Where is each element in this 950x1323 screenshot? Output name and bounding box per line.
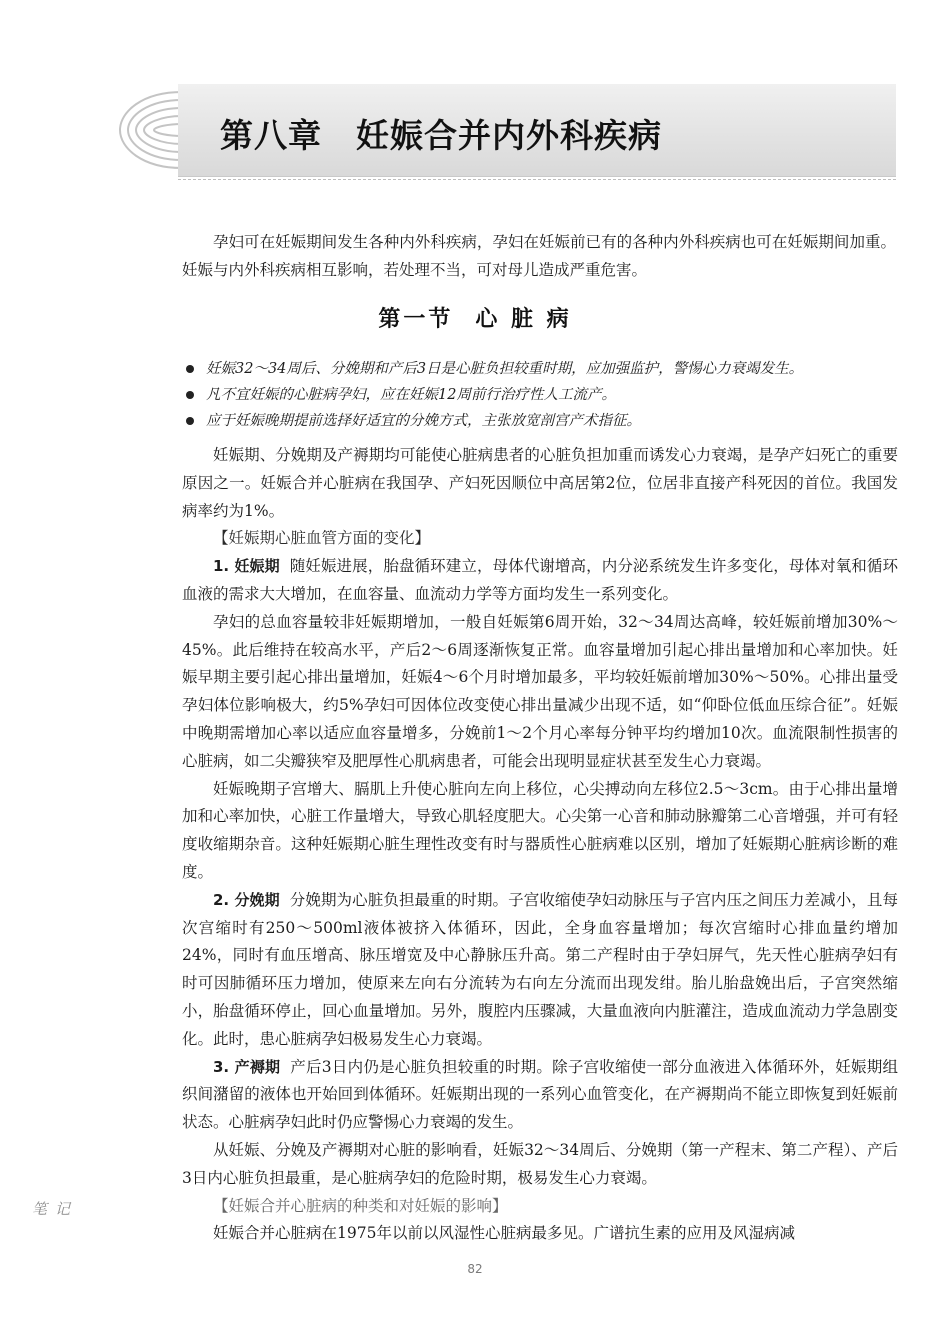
margin-note: 笔记	[32, 1200, 79, 1218]
key-point-item: 凡不宜妊娠的心脏病孕妇，应在妊娠12周前行治疗性人工流产。	[180, 382, 900, 408]
paragraph: 妊娠晚期子宫增大、膈肌上升使心脏向左向上移位，心尖搏动向左移位2.5～3cm。由于心排出量增加和心率加快，心脏工作量增大，导致心肌轻度肥大。心尖第一心音和肺动脉瓣第二心音增强，并可有轻度收缩期杂音。这种妊娠期心脏生理性改变有时与器质性心脏病难以区别，增加了妊娠期心脏病诊断的难度。	[182, 779, 898, 881]
bullet-icon	[186, 391, 194, 399]
section-name: 心 脏 病	[475, 307, 572, 332]
paragraph: 妊娠期、分娩期及产褥期均可能使心脏病患者的心脏负担加重而诱发心力衰竭，是孕产妇死亡的重要原因之一。妊娠合并心脏病在我国孕、产妇死因顺位中高居第2位，位居非直接产科死因的首位。我国发病率约为1%。	[182, 446, 898, 520]
decorative-rings-graphic	[112, 86, 188, 174]
bullet-icon	[186, 365, 194, 373]
subsection-heading: 【妊娠期心脏血管方面的变化】	[213, 529, 431, 548]
intro-paragraph: 孕妇可在妊娠期间发生各种内外科疾病，孕妇在妊娠前已有的各种内外科疾病也可在妊娠期间加重。妊娠与内外科疾病相互影响，若处理不当，可对母儿造成严重危害。	[182, 233, 896, 279]
chapter-header-band	[178, 84, 896, 177]
paragraph: 妊娠合并心脏病在1975年以前以风湿性心脏病最多见。广谱抗生素的应用及风湿病减	[213, 1224, 795, 1243]
subsection-label: 2. 分娩期	[213, 890, 280, 909]
key-points-list	[180, 356, 900, 434]
subsection-label: 3. 产褥期	[213, 1057, 281, 1076]
key-point-item: 应于妊娠晚期提前选择好适宜的分娩方式，主张放宽剖宫产术指征。	[180, 408, 900, 434]
key-point-item: 妊娠32～34周后、分娩期和产后3日是心脏负担较重时期，应加强监护，警惕心力衰竭发生。	[180, 356, 900, 382]
paragraph: 从妊娠、分娩及产褥期对心脏的影响看，妊娠32～34周后、分娩期（第一产程末、第二产程）、产后3日内心脏负担最重，是心脏病孕妇的危险时期，极易发生心力衰竭。	[182, 1140, 898, 1187]
paragraph: 1. 妊娠期 随妊娠进展，胎盘循环建立，母体代谢增高，内分泌系统发生许多变化，母体对氧和循环血液的需求大大增加，在血容量、血流动力学等方面均发生一系列变化。	[182, 557, 899, 603]
chapter-number: 第八章	[220, 116, 322, 155]
subsection-heading: 【妊娠合并心脏病的种类和对妊娠的影响】	[213, 1196, 508, 1215]
paragraph: 2. 分娩期 分娩期为心脏负担最重的时期。子宫收缩使孕妇动脉压与子宫内压之间压力差减小，且每次宫缩时有250～500ml液体被挤入体循环，因此，全身血容量增加；每次宫缩时心排血量约增加24%，同时有血压增高、脉压增宽及中心静脉压升高。第二产程时由于孕妇屏气，先天性心脏病孕妇有时可因肺循环压力增加，使原来左向右分流转为右向左分流而出现发绀。胎儿胎盘娩出后，子宫突然缩小，胎盘循环停止，回心血量增加。另外，腹腔内压骤减，大量血液向内脏灌注，造成血流动力学急剧变化。此时，患心脏病孕妇极易发生心力衰竭。	[182, 890, 899, 1048]
chapter-name: 妊娠合并内外科疾病	[356, 116, 662, 155]
page-number: 82	[467, 1262, 483, 1276]
body-text	[182, 442, 898, 1248]
section-number: 第一节	[378, 307, 454, 332]
chapter-title	[220, 110, 662, 157]
bullet-icon	[186, 417, 194, 425]
paragraph: 孕妇的总血容量较非妊娠期增加，一般自妊娠第6周开始，32～34周达高峰，较妊娠前增加30%～45%。此后维持在较高水平，产后2～6周逐渐恢复正常。血容量增加引起心排出量增加和心率加快。妊娠早期主要引起心排出量增加，妊娠4～6个月时增加最多，平均较妊娠前增加30%～50%。心排出量受孕妇体位影响极大，约5%孕妇可因体位改变使心排出量减少出现不适，如“仰卧位低血压综合征”。妊娠中晚期需增加心率以适应血容量增多，分娩前1～2个月心率每分钟平均约增加10次。血流限制性损害的心脏病，如二尖瓣狭窄及肥厚性心肌病患者，可能会出现明显症状甚至发生心力衰竭。	[182, 612, 898, 770]
subsection-label: 1. 妊娠期	[213, 557, 280, 576]
paragraph: 3. 产褥期 产后3日内仍是心脏负担较重的时期。除子宫收缩使一部分血液进入体循环外，妊娠期组织间潴留的液体也开始回到体循环。妊娠期出现的一系列心血管变化，在产褥期尚不能立即恢复到妊娠前状态。心脏病孕妇此时仍应警惕心力衰竭的发生。	[182, 1057, 898, 1132]
section-title	[0, 302, 950, 333]
